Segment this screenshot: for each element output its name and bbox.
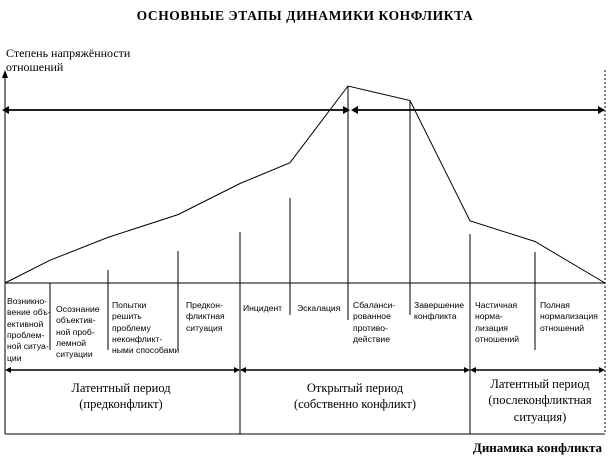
arrowhead [464, 367, 470, 373]
period-label-latent-pre: Латентный период (предконфликт) [71, 381, 171, 412]
arrowhead [470, 367, 476, 373]
stage-label-attempts: Попытки решить проблему неконфликт- ными способами [112, 300, 180, 356]
arrowhead [234, 367, 240, 373]
arrowhead [598, 106, 605, 114]
stage-label-emergence: Возникно- вение объ- ективной проблем- ной ситуа- ции [7, 296, 51, 363]
arrowhead [599, 367, 605, 373]
tension-curve [5, 86, 605, 283]
stage-label-partial-normalization: Частичная норма- лизация отношений [475, 300, 520, 345]
arrowhead [351, 106, 358, 114]
stage-label-balanced: Сбаланси- рованное противо- действие [353, 300, 396, 345]
period-label-latent-post: Латентный период (послеконфликтная ситуация) [488, 377, 592, 424]
stage-label-incident: Инцидент [243, 303, 283, 313]
period-label-open: Открытый период (собственно конфликт) [293, 381, 417, 412]
stage-label-escalation: Эскалация [297, 303, 341, 313]
stage-label-full-normalization: Полная нормализация отношений [540, 300, 598, 333]
x-axis-label: Динамика конфликта [472, 440, 602, 455]
y-axis-label: Степень напряжённости отношений [6, 46, 131, 75]
arrowhead [5, 367, 11, 373]
stage-label-preconflict: Предкон- фликтная ситуация [186, 300, 225, 333]
stage-label-awareness: Осознание объектив- ной проб- лемной ситуации [56, 304, 100, 360]
diagram-title: ОСНОВНЫЕ ЭТАПЫ ДИНАМИКИ КОНФЛИКТА [136, 8, 474, 23]
arrowhead [240, 367, 246, 373]
stage-label-completion: Завершение конфликта [414, 300, 464, 322]
arrowhead [343, 106, 350, 114]
